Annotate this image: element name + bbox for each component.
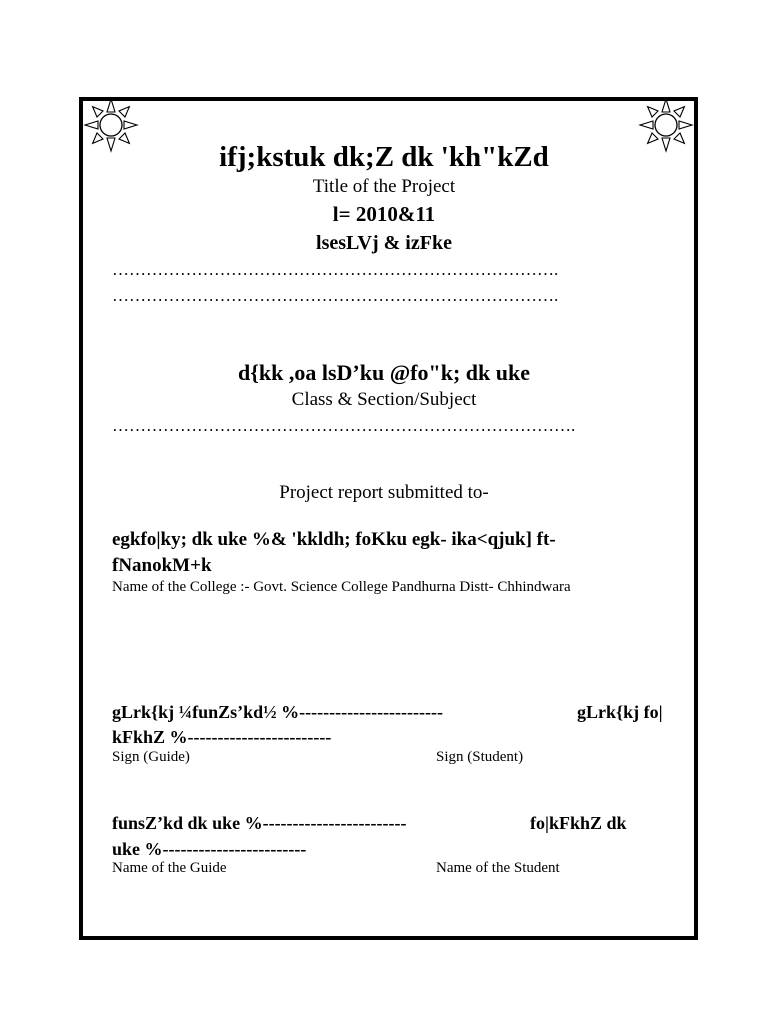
college-name-hindi: egkfo|ky; dk uke %& 'kkldh; foKku egk- ika<qjuk] ft- xyxy=(112,529,556,550)
class-heading: d{kk ,oa lsD’ku @fo"k; dk uke xyxy=(237,360,530,385)
class-subheading: Class & Section/Subject xyxy=(291,389,477,410)
page-title: ifj;kstuk dk;Z dk 'kh"kZd xyxy=(219,141,549,173)
student-signature-field-cont: kFkhZ %------------------------ xyxy=(112,727,332,747)
college-name-hindi-cont: fNanokM+k xyxy=(112,555,212,576)
sign-guide-label: Sign (Guide) xyxy=(112,749,190,765)
guide-signature-field: gLrk{kj ¼funZs’kd½ %------------------------ xyxy=(112,702,444,722)
student-name-field-cont: uke %------------------------ xyxy=(112,839,307,859)
sign-student-label: Sign (Student) xyxy=(436,749,524,765)
submitted-to-text: Project report submitted to- xyxy=(279,482,489,503)
student-name-field: fo|kFkhZ dk xyxy=(530,813,627,833)
dotted-line: ……………………………………………………………………. xyxy=(112,286,559,305)
semester-text: lsesLVj & izFke xyxy=(316,232,452,254)
dotted-line: ……………………………………………………………………. xyxy=(112,260,559,279)
guide-name-field: funsZ’kd dk uke %------------------------ xyxy=(112,813,407,833)
session-text: l= 2010&11 xyxy=(332,202,436,226)
dotted-line: ………………………………………………………………………. xyxy=(112,416,576,435)
name-student-label: Name of the Student xyxy=(436,860,560,876)
name-guide-label: Name of the Guide xyxy=(112,860,227,876)
college-name-english: Name of the College :- Govt. Science College Pandhurna Distt- Chhindwara xyxy=(112,579,571,595)
title-subtitle: Title of the Project xyxy=(312,176,456,197)
student-signature-field: gLrk{kj fo| xyxy=(577,702,663,722)
